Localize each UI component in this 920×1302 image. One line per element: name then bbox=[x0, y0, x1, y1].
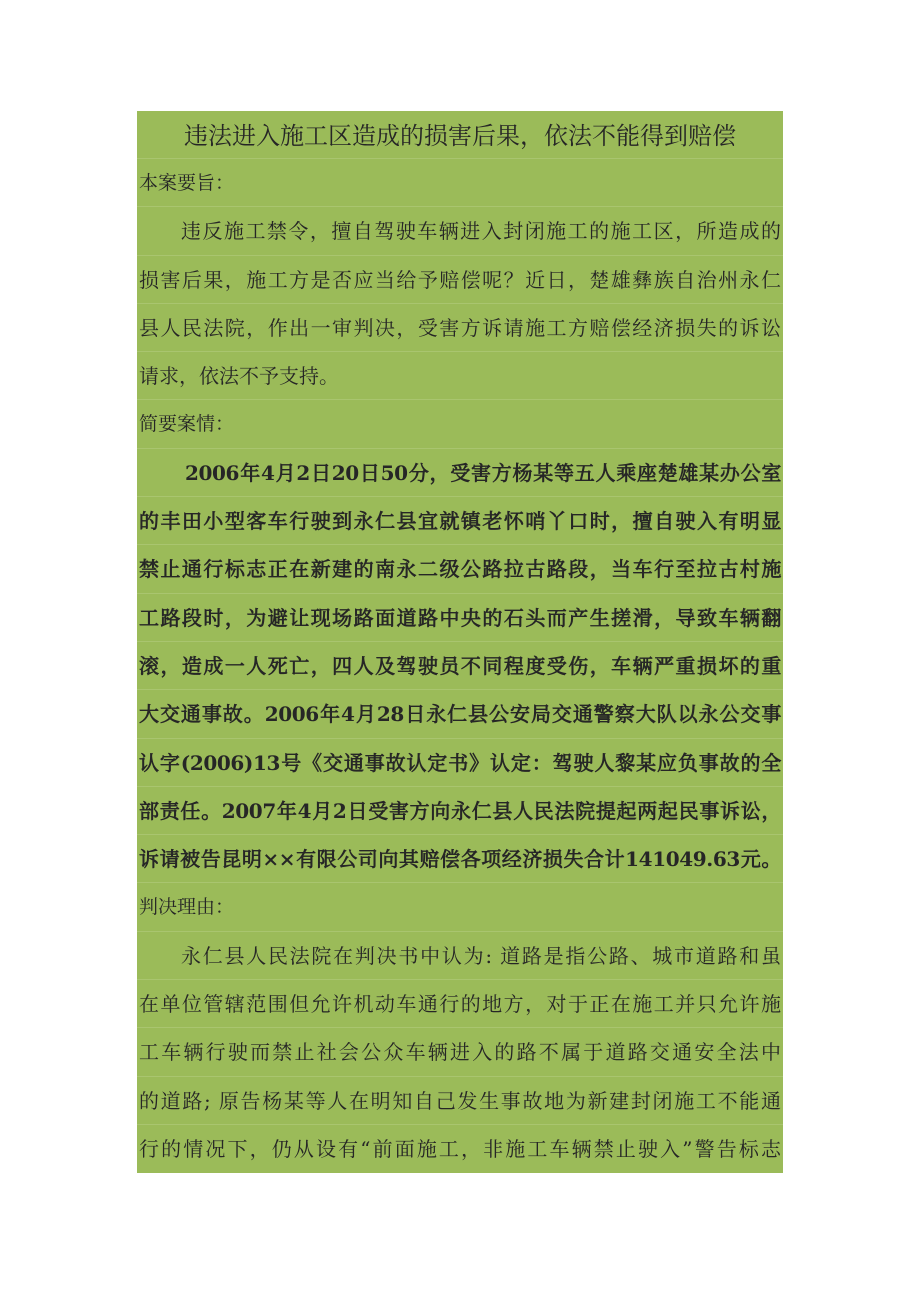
summary-line: 请求，依法不予支持。 bbox=[137, 352, 783, 400]
reasons-line: 在单位管辖范围但允许机动车通行的地方，对于正在施工并只允许施 bbox=[137, 980, 783, 1028]
reasons-line: 行的情况下，仍从设有“前面施工，非施工车辆禁止驶入”警告标志 bbox=[139, 1136, 781, 1161]
facts-line: 工路段时，为避让现场路面道路中央的石头而产生搓滑，导致车辆翻 bbox=[137, 594, 783, 642]
section-heading-summary: 本案要旨： bbox=[137, 159, 783, 207]
reasons-line: 的道路; 原告杨某等人在明知自己发生事故地为新建封闭施工不能通 bbox=[137, 1077, 783, 1125]
facts-line: 认字(2006)13号《交通事故认定书》认定：驾驶人黎某应负事故的全 bbox=[137, 739, 783, 787]
facts-line: 部责任。2007年4月2日受害方向永仁县人民法院提起两起民事诉讼， bbox=[137, 787, 783, 835]
reasons-line: 工车辆行驶而禁止社会公众车辆进入的路不属于道路交通安全法中 bbox=[137, 1028, 783, 1076]
document-body bbox=[137, 111, 783, 1173]
facts-line: 滚，造成一人死亡，四人及驾驶员不同程度受伤，车辆严重损坏的重 bbox=[137, 642, 783, 690]
summary-line: 县人民法院，作出一审判决，受害方诉请施工方赔偿经济损失的诉讼 bbox=[137, 304, 783, 352]
facts-line: 禁止通行标志正在新建的南永二级公路拉古路段，当车行至拉古村施 bbox=[137, 545, 783, 593]
facts-line: 大交通事故。2006年4月28日永仁县公安局交通警察大队以永公交事 bbox=[137, 690, 783, 738]
facts-line: 2006年4月2日20日50分，受害方杨某等五人乘座楚雄某办公室 bbox=[137, 449, 783, 497]
facts-line: 诉请被告昆明××有限公司向其赔偿各项经济损失合计141049.63元。 bbox=[137, 835, 783, 883]
section-heading-reasons: 判决理由： bbox=[137, 883, 783, 931]
summary-line: 违反施工禁令，擅自驾驶车辆进入封闭施工的施工区，所造成的 bbox=[137, 207, 783, 255]
reasons-line: 永仁县人民法院在判决书中认为: 道路是指公路、城市道路和虽 bbox=[137, 932, 783, 980]
section-heading-facts: 简要案情： bbox=[137, 400, 783, 448]
document-title: 违法进入施工区造成的损害后果，依法不能得到赔偿 bbox=[137, 111, 783, 159]
facts-line: 的丰田小型客车行驶到永仁县宜就镇老怀哨丫口时，擅自驶入有明显 bbox=[137, 497, 783, 545]
summary-line: 损害后果，施工方是否应当给予赔偿呢？近日，楚雄彝族自治州永仁 bbox=[137, 256, 783, 304]
